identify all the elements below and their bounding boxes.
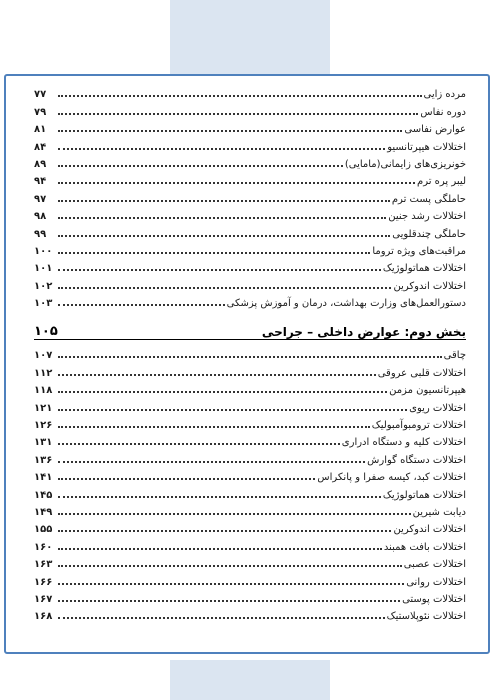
toc-entry-page: ۱۱۲ xyxy=(34,367,53,379)
toc-entry-page: ۱۴۵ xyxy=(34,489,53,501)
toc-entry-title: حاملگی پست ترم xyxy=(391,193,466,205)
toc-entry-page: ۱۶۷ xyxy=(34,593,53,605)
toc-entry-page: ۱۶۶ xyxy=(34,576,53,588)
dot-leader xyxy=(58,478,315,480)
toc-entry-title: اختلالات قلبی عروقی xyxy=(377,367,466,379)
toc-entry-title: اختلالات هماتولوژیک xyxy=(382,489,466,501)
toc-entry-page: ۱۶۸ xyxy=(34,611,53,623)
dot-leader xyxy=(58,548,382,550)
dot-leader xyxy=(58,391,387,393)
toc-entry-title: اختلالات هیپرتانسیو xyxy=(387,141,466,153)
toc-entry-title: مرده زایی xyxy=(423,89,466,101)
toc-entry-page: ۱۰۲ xyxy=(34,280,53,292)
dot-leader xyxy=(58,426,370,428)
toc-entry-page: ۱۰۷ xyxy=(34,350,53,362)
toc-entry-title: چاقی xyxy=(443,350,466,362)
toc-entry-page: ۱۰۰ xyxy=(34,245,53,257)
toc-entry[interactable] xyxy=(34,396,466,413)
toc-entry[interactable] xyxy=(34,518,466,535)
toc-part-2 xyxy=(34,344,466,622)
dot-leader xyxy=(58,200,390,202)
toc-entry-title: اختلالات کلیه و دستگاه ادراری xyxy=(341,437,466,449)
section-heading xyxy=(34,312,466,340)
toc-entry[interactable] xyxy=(34,170,466,187)
section-heading-page: ۱۰۵ xyxy=(34,324,58,340)
toc-part-1 xyxy=(34,83,466,309)
toc-entry-page: ۷۹ xyxy=(34,106,47,118)
dot-leader xyxy=(58,600,400,602)
toc-entry-page: ۱۳۶ xyxy=(34,454,53,466)
toc-entry[interactable] xyxy=(34,205,466,222)
toc-entry[interactable] xyxy=(34,414,466,431)
toc-entry-page: ۱۲۶ xyxy=(34,420,53,432)
toc-entry-page: ۱۲۱ xyxy=(34,402,53,414)
dot-leader xyxy=(58,148,385,150)
toc-entry[interactable] xyxy=(34,553,466,570)
dot-leader xyxy=(58,356,442,358)
toc-entry[interactable] xyxy=(34,501,466,518)
dot-leader xyxy=(58,443,340,445)
toc-entry[interactable] xyxy=(34,83,466,100)
dot-leader xyxy=(58,130,402,132)
bottom-tab-decoration xyxy=(170,660,330,700)
dot-leader xyxy=(58,461,365,463)
toc-entry-page: ۱۶۰ xyxy=(34,541,53,553)
toc-entry-title: اختلالات روانی xyxy=(406,576,466,588)
toc-entry-title: مراقبت‌های ویژه تروما xyxy=(372,245,466,257)
toc-entry[interactable] xyxy=(34,274,466,291)
toc-entry[interactable] xyxy=(34,344,466,361)
dot-leader xyxy=(58,165,343,167)
toc-entry[interactable] xyxy=(34,153,466,170)
dot-leader xyxy=(58,95,422,97)
toc-entry-title: اختلالات بافت همبند xyxy=(383,541,466,553)
dot-leader xyxy=(58,182,415,184)
dot-leader xyxy=(58,235,390,237)
table-of-contents xyxy=(34,83,466,622)
toc-entry-page: ۹۸ xyxy=(34,211,47,223)
dot-leader xyxy=(58,565,402,567)
toc-entry[interactable] xyxy=(34,135,466,152)
dot-leader xyxy=(58,374,376,376)
toc-entry[interactable] xyxy=(34,187,466,204)
toc-entry-title: عوارض نفاسی xyxy=(404,124,466,136)
toc-entry-page: ۹۹ xyxy=(34,228,47,240)
toc-entry-page: ۱۴۹ xyxy=(34,506,53,518)
toc-entry[interactable] xyxy=(34,240,466,257)
toc-entry-title: اختلالات رشد جنین xyxy=(388,211,466,223)
dot-leader xyxy=(58,409,407,411)
toc-entry[interactable] xyxy=(34,118,466,135)
toc-entry[interactable] xyxy=(34,100,466,117)
toc-entry-page: ۷۷ xyxy=(34,89,47,101)
dot-leader xyxy=(58,287,391,289)
toc-entry-title: حاملگی چندقلویی xyxy=(392,228,466,240)
dot-leader xyxy=(58,496,381,498)
dot-leader xyxy=(58,217,386,219)
toc-entry[interactable] xyxy=(34,257,466,274)
toc-entry-page: ۹۴ xyxy=(34,176,47,188)
toc-entry[interactable] xyxy=(34,361,466,378)
toc-entry-title: اختلالات نئوپلاستیک xyxy=(386,611,466,623)
toc-entry[interactable] xyxy=(34,483,466,500)
toc-entry-title: لیبر پره ترم xyxy=(417,176,466,188)
top-tab-decoration xyxy=(170,0,330,74)
toc-entry-title: اختلالات پوستی xyxy=(402,593,466,605)
toc-entry-page: ۱۳۱ xyxy=(34,437,53,449)
toc-entry-title: اختلالات دستگاه گوارش xyxy=(367,454,466,466)
toc-entry-page: ۱۵۵ xyxy=(34,524,53,536)
toc-entry-page: ۱۴۱ xyxy=(34,472,53,484)
toc-entry[interactable] xyxy=(34,535,466,552)
toc-entry-title: اختلالات اندوکرین xyxy=(393,524,466,536)
toc-entry-page: ۸۱ xyxy=(34,124,47,136)
toc-entry-page: ۱۶۳ xyxy=(34,559,53,571)
dot-leader xyxy=(58,530,391,532)
toc-entry[interactable] xyxy=(34,588,466,605)
toc-entry-title: اختلالات عصبی xyxy=(403,559,466,571)
toc-entry-page: ۱۱۸ xyxy=(34,385,53,397)
toc-entry-page: ۹۷ xyxy=(34,193,47,205)
dot-leader xyxy=(58,583,404,585)
dot-leader xyxy=(58,617,385,619)
toc-entry-title: اختلالات کبد، کیسه صفرا و پانکراس xyxy=(317,472,466,484)
toc-entry-title: دیابت شیرین xyxy=(412,506,466,518)
toc-entry[interactable] xyxy=(34,222,466,239)
toc-entry[interactable] xyxy=(34,292,466,309)
section-heading-title: بخش دوم: عوارض داخلی – جراحی xyxy=(261,325,466,340)
toc-entry[interactable] xyxy=(34,570,466,587)
toc-entry-page: ۱۰۳ xyxy=(34,298,53,310)
toc-entry-title: هیپرتانسیون مزمن xyxy=(389,385,466,397)
toc-entry-page: ۸۴ xyxy=(34,141,47,153)
toc-entry-title: اختلالات هماتولوژیک xyxy=(382,263,466,275)
dot-leader xyxy=(58,304,225,306)
toc-entry[interactable] xyxy=(34,605,466,622)
toc-entry[interactable] xyxy=(34,379,466,396)
toc-entry-title: خونریزی‌های زایمانی(مامایی) xyxy=(344,158,466,170)
toc-entry[interactable] xyxy=(34,431,466,448)
toc-entry-title: اختلالات ترومبوآمبولیک xyxy=(371,420,466,432)
dot-leader xyxy=(58,113,418,115)
dot-leader xyxy=(58,269,381,271)
toc-entry-title: اختلالات ریوی xyxy=(409,402,466,414)
toc-entry[interactable] xyxy=(34,466,466,483)
toc-entry-title: دستورالعمل‌های وزارت بهداشت، درمان و آموزش پزشکی xyxy=(226,298,466,310)
toc-entry-page: ۸۹ xyxy=(34,158,47,170)
toc-entry-title: دوره نفاس xyxy=(420,106,466,118)
dot-leader xyxy=(58,252,370,254)
dot-leader xyxy=(58,513,411,515)
toc-entry[interactable] xyxy=(34,448,466,465)
toc-entry-page: ۱۰۱ xyxy=(34,263,53,275)
toc-entry-title: اختلالات اندوکرین xyxy=(393,280,466,292)
